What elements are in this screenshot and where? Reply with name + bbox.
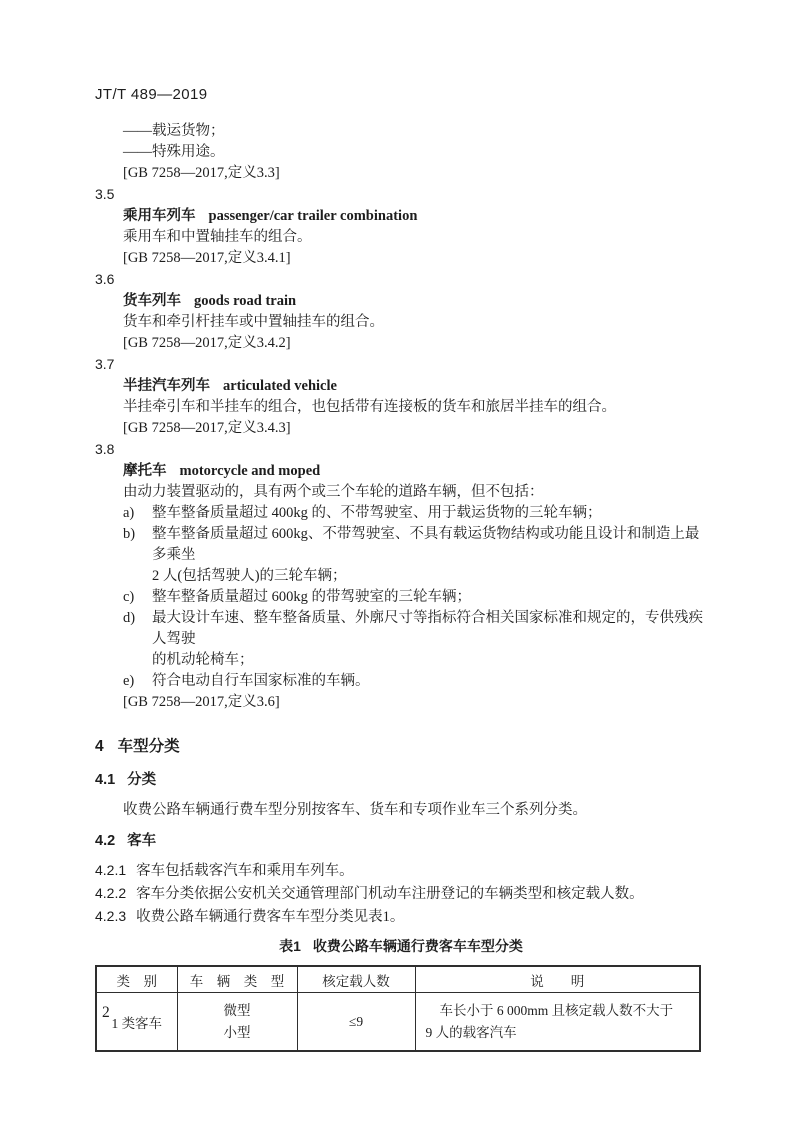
clause-4-2-1 (95, 859, 707, 882)
term-line (95, 290, 707, 312)
dash-list-item: ——载运货物； (123, 123, 225, 139)
clause-number: 4.2.2 (95, 885, 127, 901)
table-caption-label: 表1 (279, 938, 301, 954)
page-content (95, 84, 707, 1052)
table-caption (95, 936, 707, 957)
cell-category: 1 类客车 (96, 993, 177, 1052)
cell-capacity: ≤9 (297, 993, 415, 1052)
section-heading-4-2 (95, 831, 707, 852)
clause-text: 收费公路车辆通行费客车车型分类见表1。 (136, 909, 405, 925)
list-item-label: b) (123, 526, 136, 542)
definition-body: 乘用车和中置轴挂车的组合。 (123, 229, 312, 245)
header-cell-description: 说 明 (415, 966, 700, 993)
chapter-title: 车型分类 (117, 738, 180, 755)
clause-number: 4.2.3 (95, 908, 127, 924)
header-cell-vehicle-type: 车 辆 类 型 (177, 966, 297, 993)
dash-list-item: ——特殊用途。 (123, 144, 225, 160)
term-english: articulated vehicle (223, 378, 337, 394)
clause-text: 客车分类依据公安机关交通管理部门机动车注册登记的车辆类型和核定载人数。 (136, 886, 644, 902)
clause-number-3-8: 3.8 (95, 441, 115, 457)
numbered-clauses (95, 859, 707, 928)
list-item-a (123, 503, 707, 524)
running-header-doc-code: JT/T 489—2019 (95, 86, 208, 103)
cell-vehicle-types (177, 993, 297, 1052)
list-item-label: c) (123, 589, 135, 605)
clause-number-3-6: 3.6 (95, 271, 115, 287)
clause-4-2-2 (95, 882, 707, 905)
term-english: passenger/car trailer combination (208, 208, 418, 224)
description-line: 车长小于 6 000mm 且核定载人数不大于 (439, 1002, 674, 1018)
list-item-text: 整车整备质量超过 400kg 的、不带驾驶室、用于载运货物的三轮车辆； (152, 505, 602, 521)
list-item-text: 的机动轮椅车； (152, 652, 254, 668)
vehicle-type: 小型 (223, 1024, 251, 1040)
list-item-text: 整车整备质量超过 600kg 的带驾驶室的三轮车辆； (152, 589, 471, 605)
source-reference: [GB 7258—2017,定义3.4.3] (123, 420, 291, 436)
list-item-text: 符合电动自行车国家标准的车辆。 (152, 673, 370, 689)
list-item-e (123, 671, 707, 692)
section-title: 客车 (127, 833, 157, 849)
term-english: motorcycle and moped (179, 463, 321, 479)
table-header-row (96, 966, 700, 993)
page-number: 2 (102, 1004, 110, 1021)
list-item-text: 2 人(包括驾驶人)的三轮车辆； (152, 568, 347, 584)
vehicle-type: 微型 (223, 1002, 251, 1018)
list-item-label: e) (123, 673, 135, 689)
definition-body: 货车和牵引杆挂车或中置轴挂车的组合。 (123, 314, 384, 330)
clause-number-3-7: 3.7 (95, 356, 115, 372)
term-line (95, 375, 707, 397)
term-chinese: 半挂汽车列车 (123, 378, 210, 394)
clause-number: 4.2.1 (95, 862, 127, 878)
term-line (95, 460, 707, 482)
definition-body: 半挂牵引车和半挂车的组合，也包括带有连接板的货车和旅居半挂车的组合。 (123, 399, 616, 415)
section-title: 分类 (127, 772, 157, 788)
term-chinese: 摩托车 (123, 463, 167, 479)
table-caption-title: 收费公路车辆通行费客车车型分类 (312, 938, 523, 954)
header-cell-capacity: 核定载人数 (297, 966, 415, 993)
list-item-text: 整车整备质量超过 600kg、不带驾驶室、不具有载运货物结构或功能且设计和制造上最多乘坐 (152, 526, 700, 563)
clause-4-2-3 (95, 905, 707, 928)
list-item-text: 最大设计车速、整车整备质量、外廓尺寸等指标符合相关国家标准和规定的，专供残疾人驾驶 (152, 610, 703, 647)
section-number: 4.2 (95, 833, 116, 849)
lettered-list (95, 503, 707, 692)
list-item-label: d) (123, 610, 136, 626)
source-reference: [GB 7258—2017,定义3.4.2] (123, 335, 291, 351)
term-chinese: 乘用车列车 (123, 208, 196, 224)
description-line: 9 人的载客汽车 (425, 1024, 517, 1040)
list-item-b (123, 524, 707, 587)
clause-text: 客车包括载客汽车和乘用车列车。 (136, 863, 354, 879)
header-cell-category: 类 别 (96, 966, 177, 993)
list-item-label: a) (123, 505, 135, 521)
cell-description (415, 993, 700, 1052)
definition-body: 由动力装置驱动的，具有两个或三个车轮的道路车辆，但不包括： (123, 484, 544, 500)
chapter-number: 4 (95, 738, 104, 755)
vehicle-classification-table (95, 965, 701, 1052)
list-item-c (123, 587, 707, 608)
list-item-d (123, 608, 707, 671)
section-number: 4.1 (95, 772, 116, 788)
source-reference: [GB 7258—2017,定义3.6] (123, 694, 280, 710)
term-english: goods road train (194, 293, 297, 309)
section-paragraph: 收费公路车辆通行费车型分别按客车、货车和专项作业车三个系列分类。 (123, 802, 587, 818)
term-chinese: 货车列车 (123, 293, 181, 309)
clause-number-3-5: 3.5 (95, 186, 115, 202)
section-heading-4-1 (95, 770, 707, 791)
source-reference: [GB 7258—2017,定义3.4.1] (123, 250, 291, 266)
source-reference: [GB 7258—2017,定义3.3] (123, 165, 280, 181)
table-row (96, 993, 700, 1052)
term-line (95, 205, 707, 227)
chapter-heading-4 (95, 736, 707, 758)
